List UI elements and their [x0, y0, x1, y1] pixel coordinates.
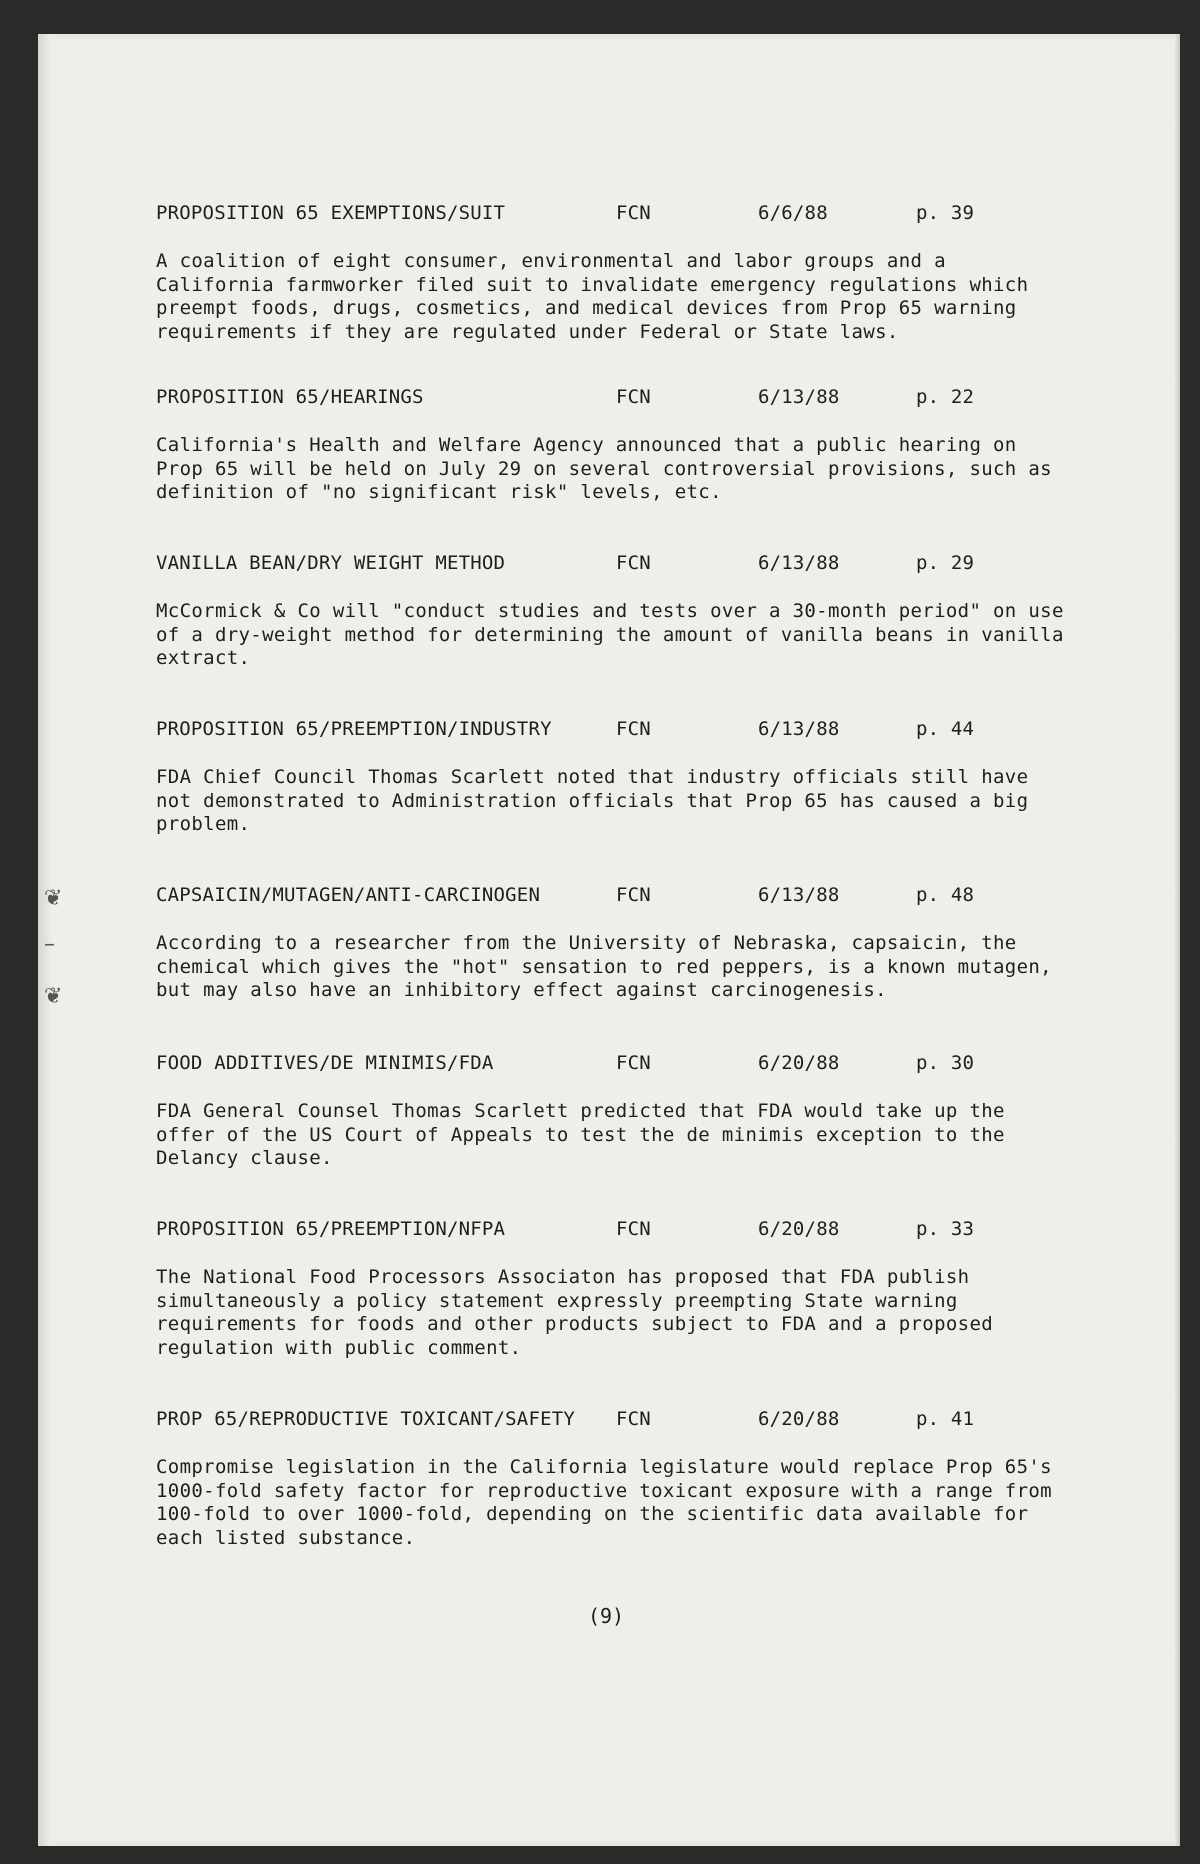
entry — [156, 386, 1076, 505]
entry-header — [156, 202, 1076, 228]
entry-header — [156, 884, 1076, 910]
entry-summary: California's Health and Welfare Agency announced that a public hearing on Prop 65 will be held on July 29 on several controversial provisions, such as definition of "no significant risk" levels, etc. — [156, 434, 1052, 503]
entry-header — [156, 552, 1076, 578]
page-number: (9) — [587, 1604, 625, 1628]
entry-summary: FDA Chief Council Thomas Scarlett noted that industry officials still have not demonstrated to Administration officials that Prop 65 has caused a big problem. — [156, 766, 1029, 835]
entry-page-ref: p. 30 — [916, 1052, 975, 1074]
entry-summary: According to a researcher from the University of Nebraska, capsaicin, the chemical which gives the "hot" sensation to red peppers, is a known mutagen, but may also have an inhibitory effect against carcinogenesis. — [156, 932, 1052, 1001]
entry-topic: CAPSAICIN/MUTAGEN/ANTI-CARCINOGEN — [156, 884, 541, 906]
entry-source: FCN — [616, 884, 651, 906]
margin-clip-icon: ❦ — [44, 984, 63, 1009]
entry-topic: PROPOSITION 65/HEARINGS — [156, 386, 424, 408]
entry — [156, 718, 1076, 837]
entry-page-ref: p. 33 — [916, 1218, 975, 1240]
entry-date: 6/13/88 — [758, 718, 840, 740]
entry-topic: VANILLA BEAN/DRY WEIGHT METHOD — [156, 552, 506, 574]
entry-date: 6/6/88 — [758, 202, 828, 224]
entry — [156, 1218, 1076, 1360]
entry-topic: PROPOSITION 65 EXEMPTIONS/SUIT — [156, 202, 506, 224]
entry-page-ref: p. 41 — [916, 1408, 975, 1430]
entry-topic: PROPOSITION 65/PREEMPTION/INDUSTRY — [156, 718, 552, 740]
document-page — [38, 34, 1180, 1846]
entry-topic: FOOD ADDITIVES/DE MINIMIS/FDA — [156, 1052, 494, 1074]
entry-summary: McCormick & Co will "conduct studies and tests over a 30-month period" on use of a dry-weight method for determining the amount of vanilla beans in vanilla extract. — [156, 600, 1064, 669]
entry-source: FCN — [616, 202, 651, 224]
entry-header — [156, 718, 1076, 744]
entry-source: FCN — [616, 1052, 651, 1074]
entry — [156, 202, 1076, 344]
entry-page-ref: p. 39 — [916, 202, 975, 224]
entry-header — [156, 1408, 1076, 1434]
page-edge — [1174, 34, 1180, 1846]
margin-mark-icon: ❦ — [44, 886, 63, 911]
entry-summary: Compromise legislation in the California legislature would replace Prop 65's 1000-fold safety factor for reproductive toxicant exposure with a range from 100-fold to over 1000-fold, depending on the scientific data available for each listed substance. — [156, 1456, 1052, 1549]
margin-tick-icon: – — [44, 932, 55, 957]
entry-header — [156, 1218, 1076, 1244]
entry-page-ref: p. 29 — [916, 552, 975, 574]
entry-date: 6/13/88 — [758, 884, 840, 906]
entry-source: FCN — [616, 1408, 651, 1430]
entry-date: 6/20/88 — [758, 1408, 840, 1430]
entry-source: FCN — [616, 718, 651, 740]
entry-date: 6/13/88 — [758, 386, 840, 408]
entry — [156, 1408, 1076, 1550]
entry-page-ref: p. 44 — [916, 718, 975, 740]
entry-summary: A coalition of eight consumer, environmental and labor groups and a California farmworker filed suit to invalidate emergency regulations which preempt foods, drugs, cosmetics, and medical devices from Prop 65 warning requirements if they are regulated under Federal or State laws. — [156, 250, 1029, 343]
entry-header — [156, 1052, 1076, 1078]
entry-date: 6/13/88 — [758, 552, 840, 574]
entry-source: FCN — [616, 386, 651, 408]
entry-summary: The National Food Processors Associaton has proposed that FDA publish simultaneously a policy statement expressly preempting State warning requirements for foods and other products subject to FDA and a proposed regulation with public comment. — [156, 1266, 994, 1359]
entry-page-ref: p. 48 — [916, 884, 975, 906]
entry-date: 6/20/88 — [758, 1052, 840, 1074]
entry-topic: PROP 65/REPRODUCTIVE TOXICANT/SAFETY — [156, 1408, 576, 1430]
entry-page-ref: p. 22 — [916, 386, 975, 408]
entry — [156, 552, 1076, 671]
entry-topic: PROPOSITION 65/PREEMPTION/NFPA — [156, 1218, 506, 1240]
entry-source: FCN — [616, 552, 651, 574]
entry-summary: FDA General Counsel Thomas Scarlett predicted that FDA would take up the offer of the US Court of Appeals to test the de minimis exception to the Delancy clause. — [156, 1100, 1005, 1169]
entry — [156, 884, 1076, 1003]
entry-date: 6/20/88 — [758, 1218, 840, 1240]
entry — [156, 1052, 1076, 1171]
entry-source: FCN — [616, 1218, 651, 1240]
entry-header — [156, 386, 1076, 412]
